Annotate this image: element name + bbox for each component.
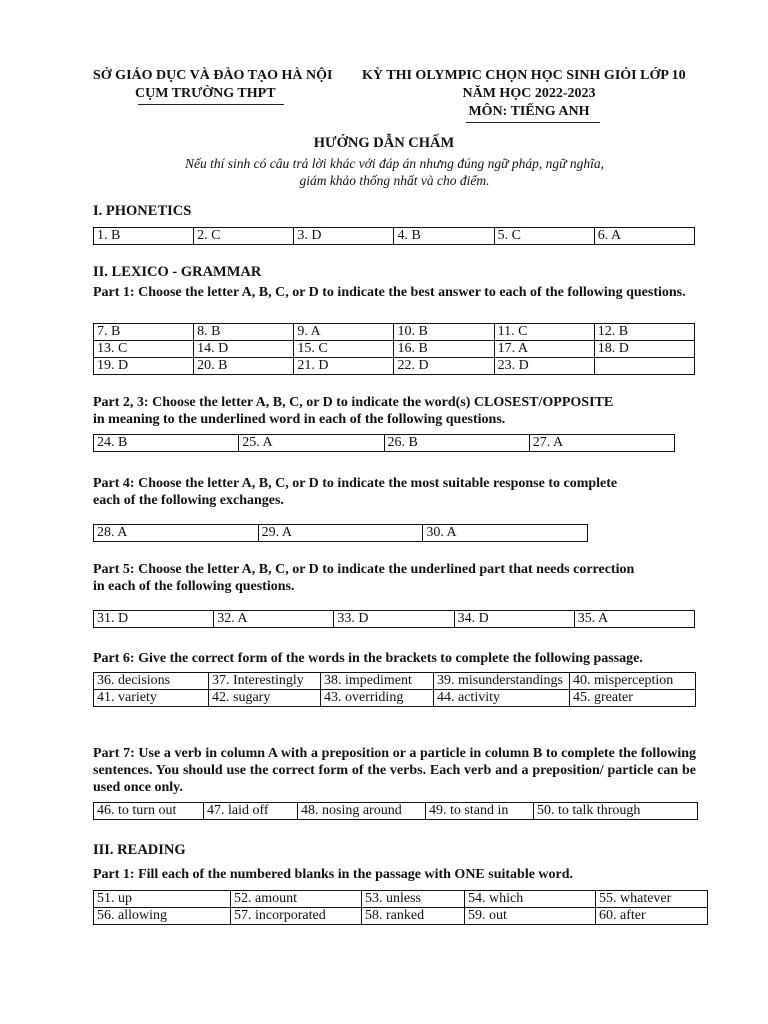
answer-cell: 6. A (594, 228, 694, 245)
answer-cell: 17. A (494, 341, 594, 358)
answer-cell: 2. C (194, 228, 294, 245)
table-row (94, 803, 698, 820)
dept-name: SỞ GIÁO DỤC VÀ ĐÀO TẠO HÀ NỘI (93, 68, 333, 83)
part4-instruction-line1: Part 4: Choose the letter A, B, C, or D to indicate the most suitable response to complete (93, 476, 618, 491)
answer-cell: 43. overriding (321, 690, 434, 707)
answer-cell: 23. D (494, 358, 594, 375)
answer-cell: 9. A (294, 324, 394, 341)
table-row (94, 341, 695, 358)
answer-cell: 36. decisions (94, 673, 209, 690)
answer-cell: 31. D (94, 611, 214, 628)
grading-notice-line1: Nếu thí sinh có câu trả lời khác với đáp án nhưng đúng ngữ pháp, ngữ nghĩa, (185, 156, 604, 171)
answer-cell: 29. A (258, 525, 423, 542)
table-row (94, 435, 675, 452)
table-row (94, 358, 695, 375)
answer-cell: 18. D (594, 341, 694, 358)
answer-cell: 32. A (214, 611, 334, 628)
answer-cell: 26. B (384, 435, 529, 452)
answer-cell: 49. to stand in (426, 803, 534, 820)
answer-cell: 57. incorporated (231, 908, 362, 925)
answer-cell: 46. to turn out (94, 803, 204, 820)
answer-cell: 3. D (294, 228, 394, 245)
answer-cell: 50. to talk through (534, 803, 698, 820)
subject: MÔN: TIẾNG ANH (468, 104, 590, 119)
page-title: HƯỚNG DẪN CHẤM (313, 135, 455, 151)
part23-instruction-line2: in meaning to the underlined word in each of the following questions. (93, 412, 506, 427)
right-header-divider (466, 122, 600, 123)
part23-instruction-line1: Part 2, 3: Choose the letter A, B, C, or D to indicate the word(s) CLOSEST/OPPOSITE (93, 395, 614, 410)
answer-cell: 41. variety (94, 690, 209, 707)
answer-cell: 27. A (529, 435, 674, 452)
answer-cell: 35. A (574, 611, 694, 628)
answer-cell: 48. nosing around (298, 803, 426, 820)
answer-table-part4 (93, 524, 588, 542)
table-row (94, 228, 695, 245)
answer-cell: 7. B (94, 324, 194, 341)
part7-instruction: Part 7: Use a verb in column A with a preposition or a particle in column B to complete the following sentences. You should use the correct form of the verbs. Each verb and a preposition/ particle can be used once only. (93, 746, 696, 795)
answer-cell: 54. which (465, 891, 596, 908)
answer-cell: 59. out (465, 908, 596, 925)
exam-name: KỲ THI OLYMPIC CHỌN HỌC SINH GIỎI LỚP 10 (362, 68, 686, 83)
part4-instruction-line2: each of the following exchanges. (93, 493, 284, 508)
answer-table-part23 (93, 434, 675, 452)
answer-cell: 11. C (494, 324, 594, 341)
answer-cell: 1. B (94, 228, 194, 245)
answer-cell: 42. sugary (209, 690, 321, 707)
answer-cell: 4. B (394, 228, 494, 245)
answer-cell: 37. Interestingly (209, 673, 321, 690)
answer-table-part1 (93, 323, 695, 375)
answer-cell: 22. D (394, 358, 494, 375)
table-row (94, 891, 708, 908)
section-heading-reading: III. READING (93, 842, 186, 858)
answer-table-phonetics (93, 227, 695, 245)
answer-cell: 44. activity (434, 690, 570, 707)
answer-cell: 14. D (194, 341, 294, 358)
answer-cell: 12. B (594, 324, 694, 341)
answer-cell: 28. A (94, 525, 259, 542)
answer-cell: 53. unless (362, 891, 465, 908)
table-row (94, 690, 696, 707)
answer-cell: 33. D (334, 611, 454, 628)
answer-cell: 5. C (494, 228, 594, 245)
table-row (94, 908, 708, 925)
answer-table-part7 (93, 802, 698, 820)
answer-cell: 25. A (239, 435, 384, 452)
school-year: NĂM HỌC 2022-2023 (462, 86, 596, 101)
answer-cell: 45. greater (570, 690, 696, 707)
answer-cell: 21. D (294, 358, 394, 375)
table-row (94, 611, 695, 628)
section-heading-phonetics: I. PHONETICS (93, 203, 192, 219)
answer-cell: 40. misperception (570, 673, 696, 690)
answer-cell: 10. B (394, 324, 494, 341)
grading-notice-line2: giám khảo thống nhất và cho điểm. (299, 173, 490, 188)
answer-cell: 55. whatever (596, 891, 708, 908)
part6-instruction: Part 6: Give the correct form of the words in the brackets to complete the following passage. (93, 651, 643, 666)
table-row (94, 673, 696, 690)
table-row (94, 324, 695, 341)
answer-cell: 60. after (596, 908, 708, 925)
answer-cell: 19. D (94, 358, 194, 375)
answer-cell: 47. laid off (204, 803, 298, 820)
answer-table-part5 (93, 610, 695, 628)
table-row (94, 525, 588, 542)
answer-cell: 30. A (423, 525, 588, 542)
answer-cell: 8. B (194, 324, 294, 341)
answer-cell: 58. ranked (362, 908, 465, 925)
answer-cell: 24. B (94, 435, 239, 452)
answer-cell (594, 358, 694, 375)
part1-instruction: Part 1: Choose the letter A, B, C, or D to indicate the best answer to each of the following questions. (93, 285, 686, 300)
part5-instruction-line2: in each of the following questions. (93, 579, 295, 594)
answer-cell: 39. misunderstandings (434, 673, 570, 690)
answer-cell: 56. allowing (94, 908, 231, 925)
answer-cell: 13. C (94, 341, 194, 358)
answer-cell: 16. B (394, 341, 494, 358)
part5-instruction-line1: Part 5: Choose the letter A, B, C, or D to indicate the underlined part that needs correction (93, 562, 635, 577)
answer-cell: 20. B (194, 358, 294, 375)
answer-table-reading-part1 (93, 890, 708, 925)
answer-cell: 15. C (294, 341, 394, 358)
answer-cell: 52. amount (231, 891, 362, 908)
answer-table-part6 (93, 672, 696, 707)
reading-part1-instruction: Part 1: Fill each of the numbered blanks in the passage with ONE suitable word. (93, 867, 574, 882)
section-heading-lexico-grammar: II. LEXICO - GRAMMAR (93, 264, 262, 280)
answer-cell: 51. up (94, 891, 231, 908)
left-header-divider (138, 104, 284, 105)
answer-cell: 34. D (454, 611, 574, 628)
answer-cell: 38. impediment (321, 673, 434, 690)
school-cluster: CỤM TRƯỜNG THPT (135, 86, 276, 101)
